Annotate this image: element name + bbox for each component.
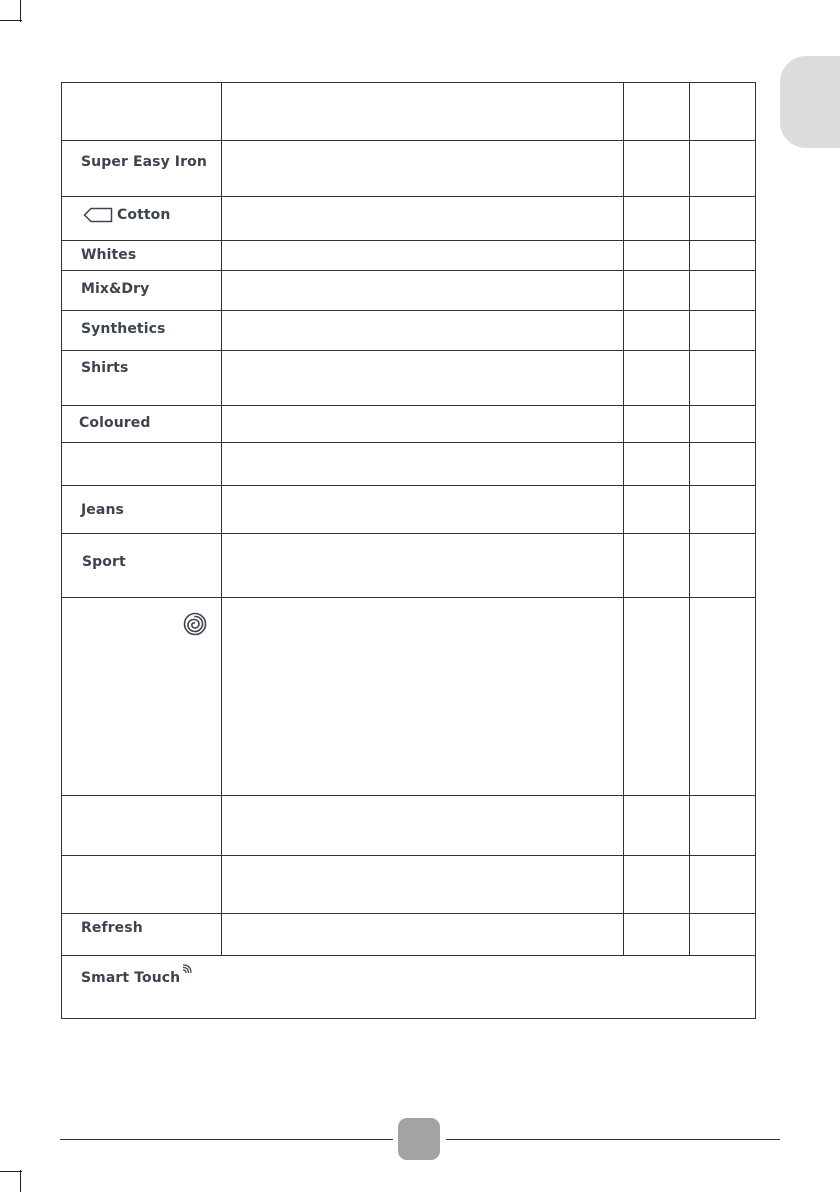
table-row: [62, 796, 755, 856]
program-label-refresh: Refresh: [81, 920, 143, 936]
table-row: [62, 241, 755, 271]
column-divider: [221, 83, 222, 956]
table-row: [62, 598, 755, 796]
column-divider: [623, 83, 624, 956]
cotton-label-group: [83, 207, 170, 223]
crop-mark: [20, 1170, 21, 1192]
smart-touch-label-group: [81, 964, 199, 986]
program-label-coloured: Coloured: [79, 415, 151, 431]
program-label-sport: Sport: [82, 554, 126, 570]
page-number-badge: [398, 1118, 440, 1160]
language-tab: [780, 56, 840, 148]
wool-mark-icon: [183, 612, 207, 636]
program-label-jeans: Jeans: [81, 502, 124, 518]
table-header-row: [62, 83, 755, 141]
table-row: [62, 197, 755, 241]
program-label-synthetics: Synthetics: [81, 321, 166, 337]
table-row: [62, 271, 755, 311]
table-row: [62, 914, 755, 956]
program-table: [61, 82, 756, 1019]
table-row: [62, 486, 755, 534]
table-row: [62, 534, 755, 598]
crop-mark: [0, 20, 22, 21]
column-divider: [689, 83, 690, 956]
tag-icon: [83, 207, 113, 223]
footer-rule: [446, 1139, 780, 1140]
program-label-mix-dry: Mix&Dry: [81, 281, 150, 297]
program-label-smart-touch: Smart Touch: [81, 970, 181, 986]
table-row: [62, 856, 755, 914]
table-row: [62, 406, 755, 443]
crop-mark: [0, 1171, 22, 1172]
program-label-super-easy-iron: Super Easy Iron: [81, 154, 207, 170]
program-label-shirts: Shirts: [81, 360, 129, 376]
nfc-wave-icon: [181, 964, 199, 980]
footer-rule: [60, 1139, 393, 1140]
table-row: [62, 141, 755, 197]
program-label-cotton: Cotton: [117, 207, 171, 223]
table-row: [62, 443, 755, 486]
crop-mark: [20, 0, 21, 22]
table-row: [62, 956, 755, 1018]
program-label-whites: Whites: [81, 247, 137, 263]
table-row: [62, 311, 755, 351]
table-row: [62, 351, 755, 406]
